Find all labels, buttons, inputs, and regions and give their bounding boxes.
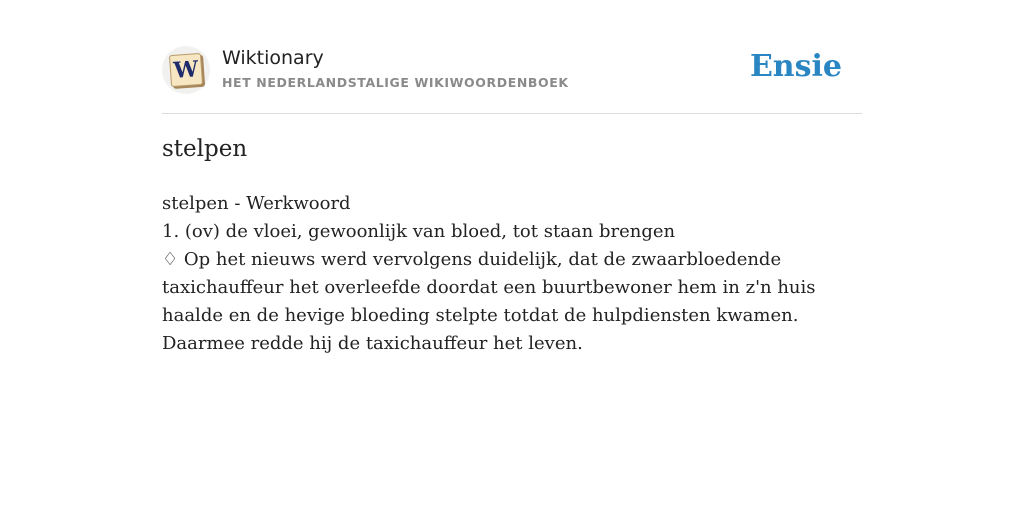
site-tagline: HET NEDERLANDSTALIGE WIKIWOORDENBOEK [222, 75, 569, 90]
wiktionary-logo-icon[interactable] [162, 46, 210, 94]
entry-definition: 1. (ov) de vloei, gewoonlijk van bloed, tot staan brengen [162, 221, 676, 242]
site-header [162, 44, 862, 114]
ensie-brand-link[interactable]: Ensie [749, 49, 842, 84]
entry-example: ♢ Op het nieuws werd vervolgens duidelijk, dat de zwaarbloedende taxichauffeur het overleefde doordat een buurtbewoner hem in z'n huis haalde en de hevige bloeding stelpte totdat de hulpdiensten kwamen. Daarmee redde hij de taxichauffeur het leven. [162, 249, 816, 354]
entry-heading: stelpen - Werkwoord [162, 193, 351, 214]
site-name[interactable]: Wiktionary [222, 47, 324, 69]
logo-tile: W [169, 53, 203, 87]
page-title: stelpen [162, 136, 248, 162]
entry-content [162, 190, 867, 358]
